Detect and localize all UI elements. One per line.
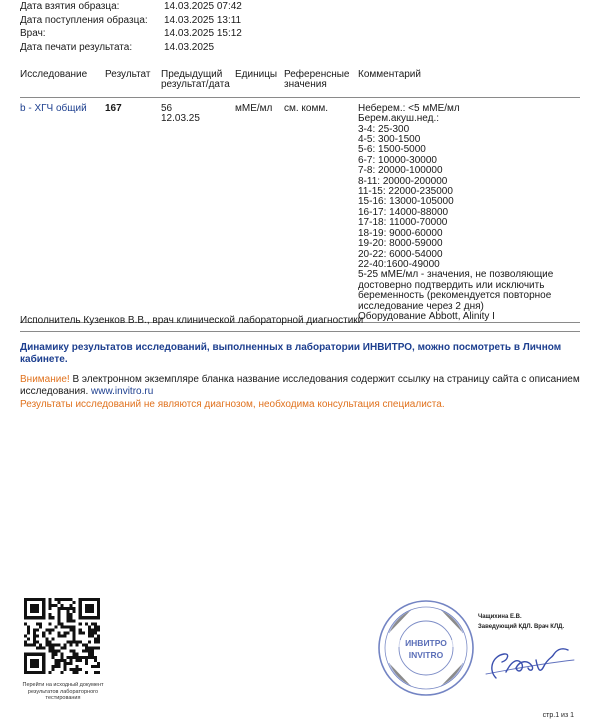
- comment-line: 5-6: 1500-5000: [358, 144, 426, 156]
- comment-line: 5-25 мМЕ/мл - значения, не позволяющие: [358, 269, 554, 281]
- header-previous: [161, 70, 235, 97]
- reference-value: см. комм.: [284, 102, 329, 114]
- header-previous-line1: Предыдущий: [161, 69, 223, 80]
- comment-cell: [358, 97, 580, 323]
- warning-label: Внимание!: [20, 374, 70, 385]
- test-cell: [20, 97, 105, 323]
- comment-line: 7-8: 20000-100000: [358, 165, 443, 177]
- warning-text: В электронном экземпляре бланка название исследования содержит ссылку на страницу сайта с описанием исследования.: [20, 374, 580, 397]
- comment-lines: [358, 104, 580, 323]
- header-result: Результат: [105, 69, 151, 80]
- comment-line: 18-19: 9000-60000: [358, 227, 443, 239]
- units-value: мМЕ/мл: [235, 102, 273, 114]
- divider: [20, 331, 580, 332]
- meta-row: [20, 41, 242, 55]
- meta-value: 14.03.2025 13:11: [164, 14, 242, 26]
- header-comment: Комментарий: [358, 69, 421, 80]
- comment-line: 19-20: 8000-59000: [358, 238, 443, 250]
- executor-line: Исполнитель Кузенков В.В., врач клинической лабораторной диагностики: [20, 315, 364, 326]
- signer-role: Заведующий КДЛ. Врач КЛД.: [478, 624, 565, 630]
- comment-line: 22-40:1600-49000: [358, 258, 440, 270]
- signer-name: Чащихина Е.В.: [478, 614, 522, 620]
- dynamics-notice: Динамику результатов исследований, выполненных в лаборатории ИНВИТРО, можно посмотреть в Личном кабинете.: [20, 342, 562, 365]
- meta-label: Дата печати результата:: [20, 41, 133, 53]
- comment-line: 3-4: 25-300: [358, 123, 410, 135]
- stamp-brand-ru: ИНВИТРО: [405, 638, 447, 648]
- table-header-row: [20, 70, 580, 97]
- comment-line: Берем.акуш.нед.:: [358, 113, 440, 125]
- comment-line: беременность (рекомендуется повторное: [358, 290, 552, 302]
- table-row: [20, 97, 580, 323]
- comment-line: Неберем.: <5 мМЕ/мл: [358, 102, 460, 114]
- comment-line: 16-17: 14000-88000: [358, 206, 449, 218]
- lab-stamp-icon: [376, 598, 476, 698]
- site-link[interactable]: www.invitro.ru: [91, 385, 154, 397]
- page-number: стр.1 из 1: [542, 712, 574, 719]
- disclaimer-text: Результаты исследований не являются диагнозом, необходима консультация специалиста.: [20, 399, 445, 410]
- meta-value: 14.03.2025: [164, 41, 215, 53]
- previous-value: 56: [161, 102, 173, 114]
- meta-label: Дата поступления образца:: [20, 14, 148, 26]
- results-table: [20, 70, 580, 323]
- comment-line: 17-18: 11000-70000: [358, 217, 448, 229]
- sample-info: [20, 0, 242, 54]
- signature-icon: [478, 630, 578, 690]
- test-name-link[interactable]: b - ХГЧ общий: [20, 102, 87, 114]
- header-previous-line2: результат/дата: [161, 79, 230, 91]
- comment-line: 6-7: 10000-30000: [358, 154, 437, 166]
- comment-line: 11-15: 22000-235000: [358, 186, 453, 198]
- comment-line: достоверно подтвердить или исключить: [358, 279, 545, 291]
- signer-block: [478, 612, 564, 632]
- stamp-brand-en: INVITRO: [408, 650, 444, 660]
- comment-line: 8-11: 20000-200000: [358, 175, 448, 187]
- qr-caption: Перейти на исходный документ результатов лабораторного тестирования: [22, 682, 104, 702]
- previous-cell: [161, 97, 235, 323]
- comment-line: исследование через 2 дня): [358, 300, 484, 312]
- meta-value: 14.03.2025 15:12: [164, 28, 242, 40]
- meta-label: Врач:: [20, 28, 46, 40]
- previous-date: 12.03.25: [161, 113, 200, 125]
- meta-label: Дата взятия образца:: [20, 1, 120, 12]
- notice-block: [20, 342, 590, 411]
- comment-line: 4-5: 300-1500: [358, 134, 421, 146]
- header-test: Исследование: [20, 69, 88, 80]
- meta-row: [20, 0, 242, 14]
- meta-row: [20, 14, 242, 28]
- meta-row: [20, 27, 242, 41]
- meta-value: 14.03.2025 07:42: [164, 1, 242, 12]
- header-reference: [284, 70, 358, 97]
- header-reference-line2: значения: [284, 79, 327, 91]
- comment-line: 20-22: 6000-54000: [358, 248, 443, 260]
- qr-code-icon[interactable]: [24, 598, 100, 674]
- result-value: 167: [105, 102, 122, 114]
- header-units: Единицы: [235, 69, 278, 80]
- comment-line: Оборудование Abbott, Alinity I: [358, 310, 495, 322]
- comment-line: 15-16: 13000-105000: [358, 196, 454, 208]
- header-reference-line1: Референсные: [284, 69, 350, 80]
- electronic-copy-notice: [20, 374, 590, 397]
